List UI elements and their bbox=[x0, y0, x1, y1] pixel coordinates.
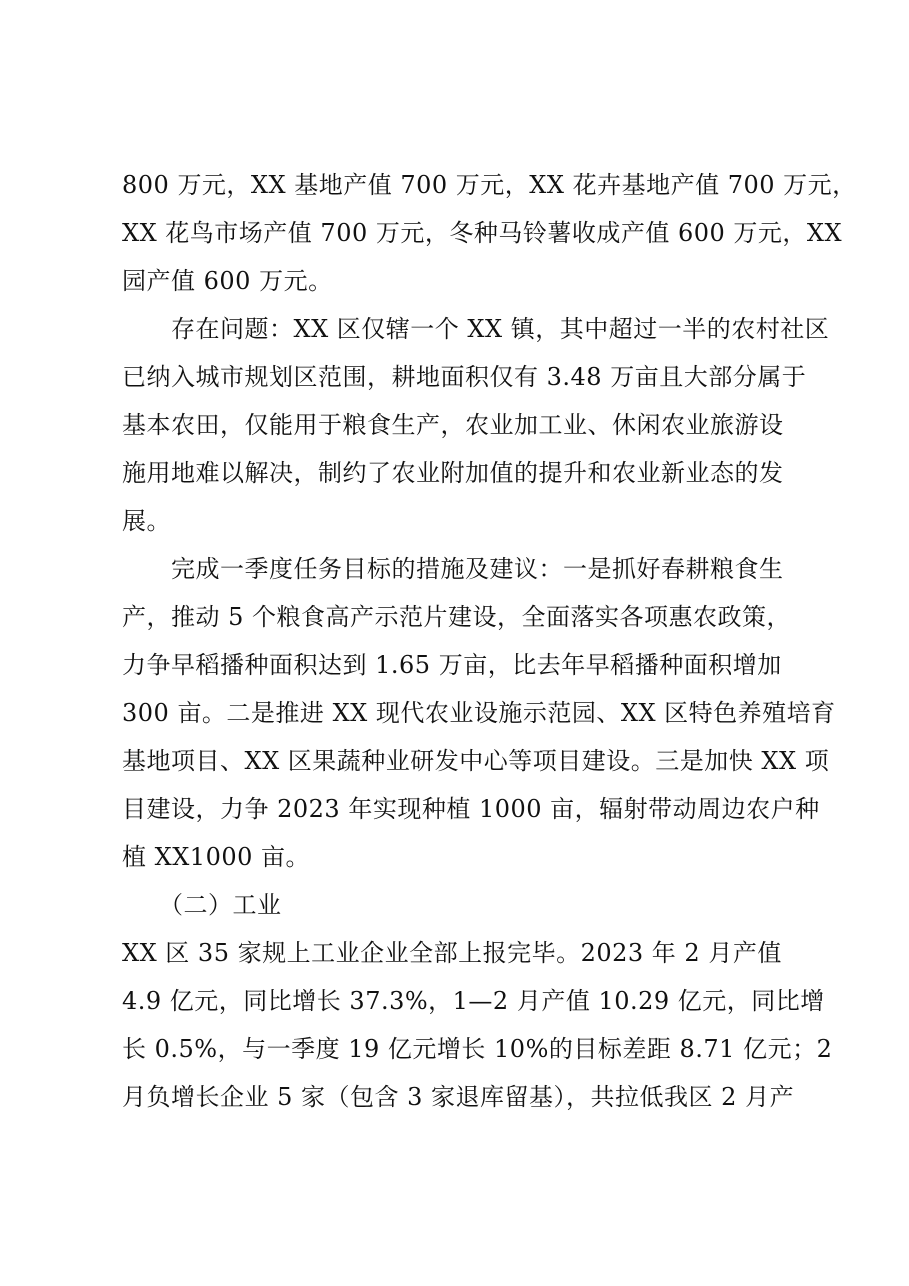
text-line: 已纳入城市规划区范围，耕地面积仅有 3.48 万亩且大部分属于 bbox=[122, 363, 807, 391]
text-line: 目建设，力争 2023 年实现种植 1000 亩，辐射带动周边农户种 bbox=[122, 795, 820, 823]
text-line: 长 0.5%，与一季度 19 亿元增长 10%的目标差距 8.71 亿元；2 bbox=[122, 1035, 833, 1063]
text-line: 园产值 600 万元。 bbox=[122, 267, 333, 295]
text-line: 展。 bbox=[122, 507, 171, 535]
text-line: 基地项目、XX 区果蔬种业研发中心等项目建设。三是加快 XX 项 bbox=[122, 747, 830, 775]
text-line: XX 花鸟市场产值 700 万元，冬种马铃薯收成产值 600 万元，XX bbox=[122, 219, 843, 247]
text-line: 施用地难以解决，制约了农业附加值的提升和农业新业态的发 bbox=[122, 459, 784, 487]
section-heading: （二）工业 bbox=[122, 891, 282, 919]
text-line: 存在问题：XX 区仅辖一个 XX 镇，其中超过一半的农村社区 bbox=[122, 315, 830, 343]
text-line: 产，推动 5 个粮食高产示范片建设，全面落实各项惠农政策， bbox=[122, 603, 792, 631]
text-line: 完成一季度任务目标的措施及建议：一是抓好春耕粮食生 bbox=[122, 555, 784, 583]
text-line: 力争早稻播种面积达到 1.65 万亩，比去年早稻播种面积增加 bbox=[122, 651, 782, 679]
text-line: 800 万元，XX 基地产值 700 万元，XX 花卉基地产值 700 万元， bbox=[122, 171, 857, 199]
text-line: 基本农田，仅能用于粮食生产，农业加工业、休闲农业旅游设 bbox=[122, 411, 784, 439]
text-line: XX 区 35 家规上工业企业全部上报完毕。2023 年 2 月产值 bbox=[122, 939, 782, 967]
text-line: 植 XX1000 亩。 bbox=[122, 843, 311, 871]
text-line: 4.9 亿元，同比增长 37.3%，1—2 月产值 10.29 亿元，同比增 bbox=[122, 987, 825, 1015]
text-line: 月负增长企业 5 家（包含 3 家退库留基），共拉低我区 2 月产 bbox=[122, 1083, 795, 1111]
text-line: 300 亩。二是推进 XX 现代农业设施示范园、XX 区特色养殖培育 bbox=[122, 699, 836, 727]
